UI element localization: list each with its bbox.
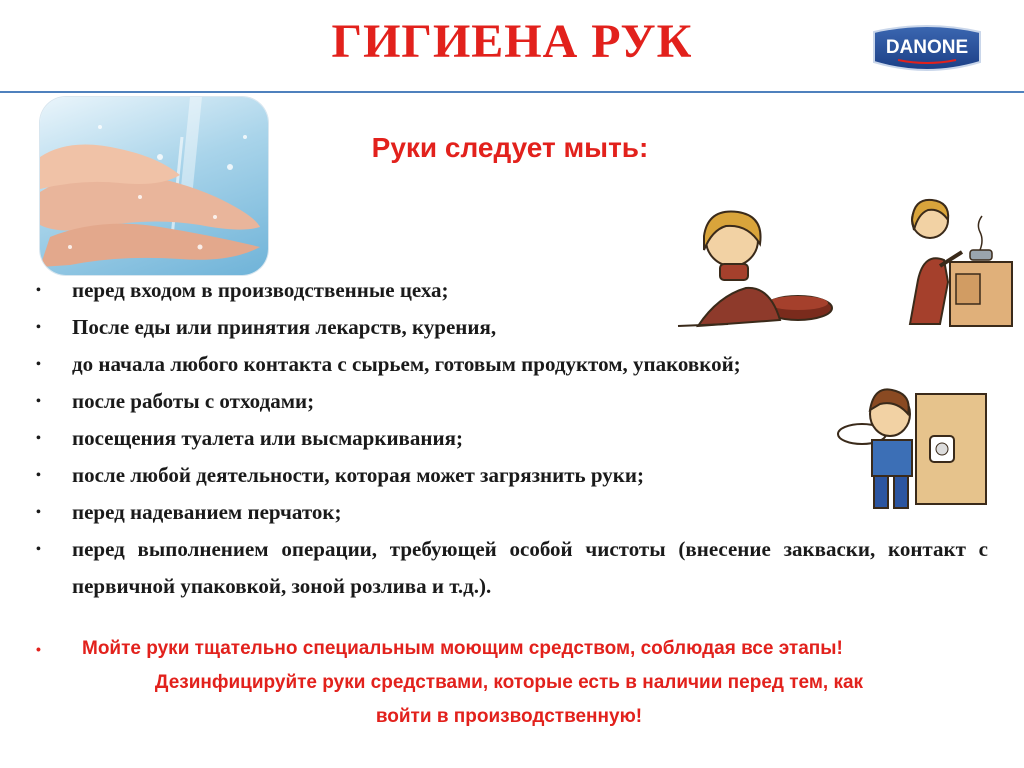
list-item-text: после работы с отходами;	[72, 389, 315, 413]
note-line: Дезинфицируйте руки средствами, которые есть в наличии перед тем, как	[154, 672, 864, 693]
page-title: ГИГИЕНА РУК	[331, 15, 693, 68]
list-item-text: перед входом в производственные цеха;	[72, 278, 449, 302]
list-item-text: до начала любого контакта с сырьем, готовым продуктом, упаковкой;	[72, 352, 741, 376]
bullet-icon: •	[36, 468, 41, 483]
list-item	[30, 531, 988, 605]
bullet-icon: •	[36, 542, 41, 557]
danone-logo	[868, 22, 986, 78]
bullet-icon: •	[36, 505, 41, 520]
bullet-icon: •	[36, 357, 41, 372]
section-subtitle: Руки следует мыть:	[371, 132, 649, 163]
bullet-icon: •	[36, 394, 41, 409]
list-item-text: после любой деятельности, которая может загрязнить руки;	[72, 463, 644, 487]
logo-text: DANONE	[885, 37, 969, 58]
bullet-icon: •	[36, 431, 41, 446]
list-item	[30, 309, 988, 346]
header-divider	[0, 91, 1024, 93]
hand-washing-occasions-list	[30, 272, 988, 605]
list-item	[30, 457, 988, 494]
note-line: войти в производственную!	[375, 706, 643, 727]
bullet-icon: •	[36, 283, 41, 298]
list-item-text: перед надеванием перчаток;	[72, 500, 342, 524]
list-item-text: посещения туалета или высмаркивания;	[72, 426, 463, 450]
note-line: Мойте руки тщательно специальным моющим средством, соблюдая все этапы!	[82, 638, 843, 659]
list-item-text: перед выполнением операции, требующей особой чистоты (внесение закваски, контакт с первичной упаковкой, зоной розлива и т.д.).	[72, 537, 988, 598]
warning-note	[30, 632, 988, 734]
bullet-icon: •	[36, 641, 41, 657]
list-item	[30, 494, 988, 531]
list-item	[30, 272, 988, 309]
list-item	[30, 420, 988, 457]
list-item	[30, 346, 988, 383]
hands-washing-photo	[40, 97, 268, 275]
list-item	[30, 383, 988, 420]
list-item-text: После еды или принятия лекарств, курения,	[72, 315, 497, 339]
bullet-icon: •	[36, 320, 41, 335]
